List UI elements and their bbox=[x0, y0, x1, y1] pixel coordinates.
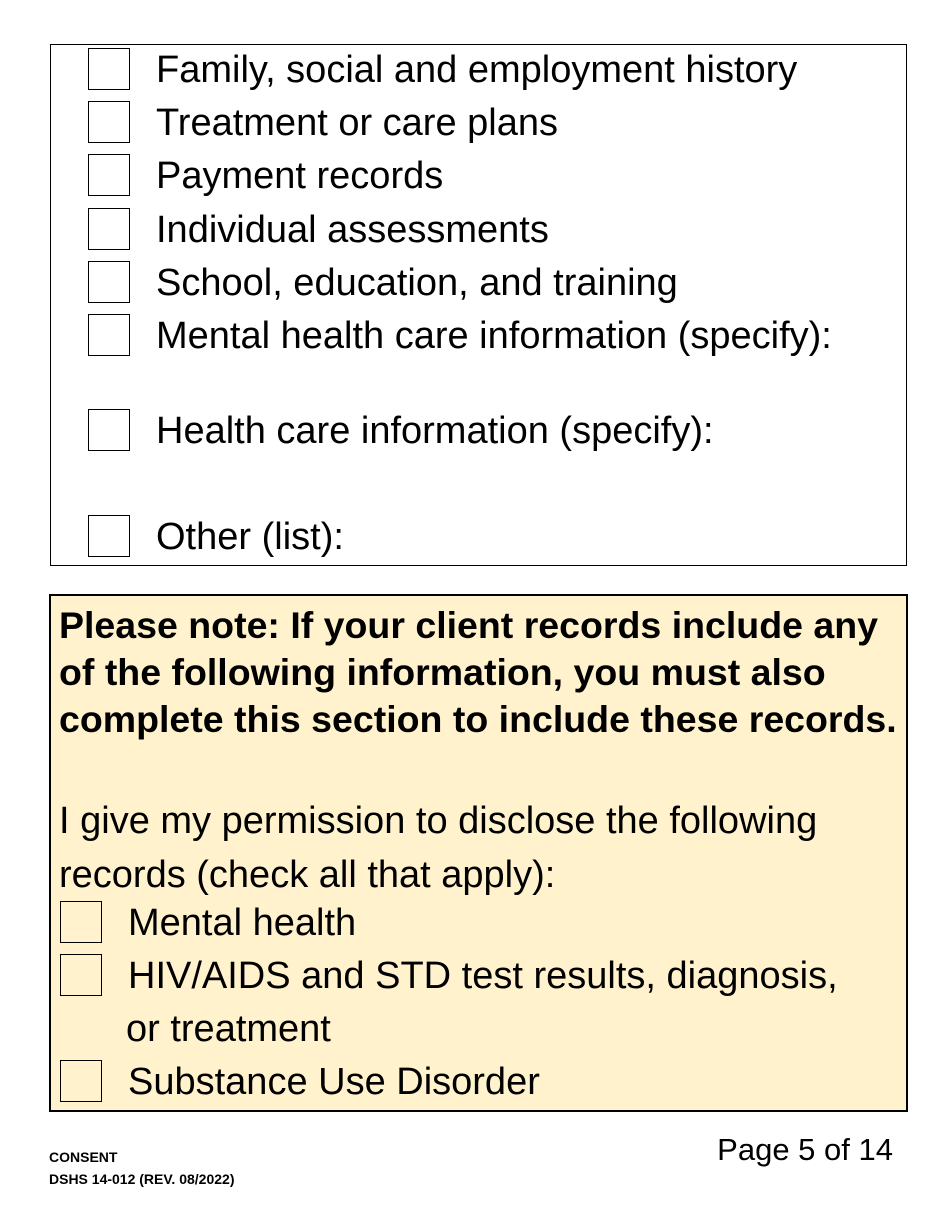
checkbox-school-education-training[interactable] bbox=[88, 261, 130, 303]
checkbox-individual-assessments[interactable] bbox=[88, 208, 130, 250]
label-health-care-info: Health care information (specify): bbox=[156, 410, 714, 452]
checkbox-payment-records[interactable] bbox=[88, 154, 130, 196]
label-hiv-aids-std: HIV/AIDS and STD test results, diagnosis, bbox=[128, 955, 838, 997]
special-records-section bbox=[49, 594, 908, 1112]
checkbox-other[interactable] bbox=[88, 515, 130, 557]
records-checklist bbox=[50, 44, 907, 566]
checkbox-mental-health[interactable] bbox=[60, 901, 102, 943]
label-substance-use-disorder: Substance Use Disorder bbox=[128, 1061, 540, 1103]
checkbox-treatment-care-plans[interactable] bbox=[88, 101, 130, 143]
checkbox-health-care-info[interactable] bbox=[88, 409, 130, 451]
label-hiv-aids-std-continued: or treatment bbox=[126, 1008, 331, 1050]
label-mental-health: Mental health bbox=[128, 902, 357, 944]
form-identifier bbox=[49, 1146, 234, 1190]
label-mental-health-care-info: Mental health care information (specify): bbox=[156, 315, 832, 357]
label-treatment-care-plans: Treatment or care plans bbox=[156, 102, 558, 144]
label-family-social-employment: Family, social and employment history bbox=[156, 49, 798, 91]
checkbox-family-social-employment[interactable] bbox=[88, 48, 130, 90]
page-number: Page 5 of 14 bbox=[717, 1132, 893, 1167]
please-note-text: Please note: If your client records include any of the following information, you must also complete this section to include these records. bbox=[59, 604, 897, 740]
checkbox-hiv-aids-std[interactable] bbox=[60, 954, 102, 996]
label-payment-records: Payment records bbox=[156, 155, 444, 197]
checkbox-mental-health-care-info[interactable] bbox=[88, 314, 130, 356]
checkbox-substance-use-disorder[interactable] bbox=[60, 1060, 102, 1102]
permission-text: I give my permission to disclose the following records (check all that apply): bbox=[59, 800, 818, 896]
label-school-education-training: School, education, and training bbox=[156, 262, 678, 304]
label-other: Other (list): bbox=[156, 516, 344, 558]
form-title: CONSENT bbox=[49, 1149, 118, 1165]
form-number: DSHS 14-012 (REV. 08/2022) bbox=[49, 1171, 235, 1187]
label-individual-assessments: Individual assessments bbox=[156, 209, 549, 251]
